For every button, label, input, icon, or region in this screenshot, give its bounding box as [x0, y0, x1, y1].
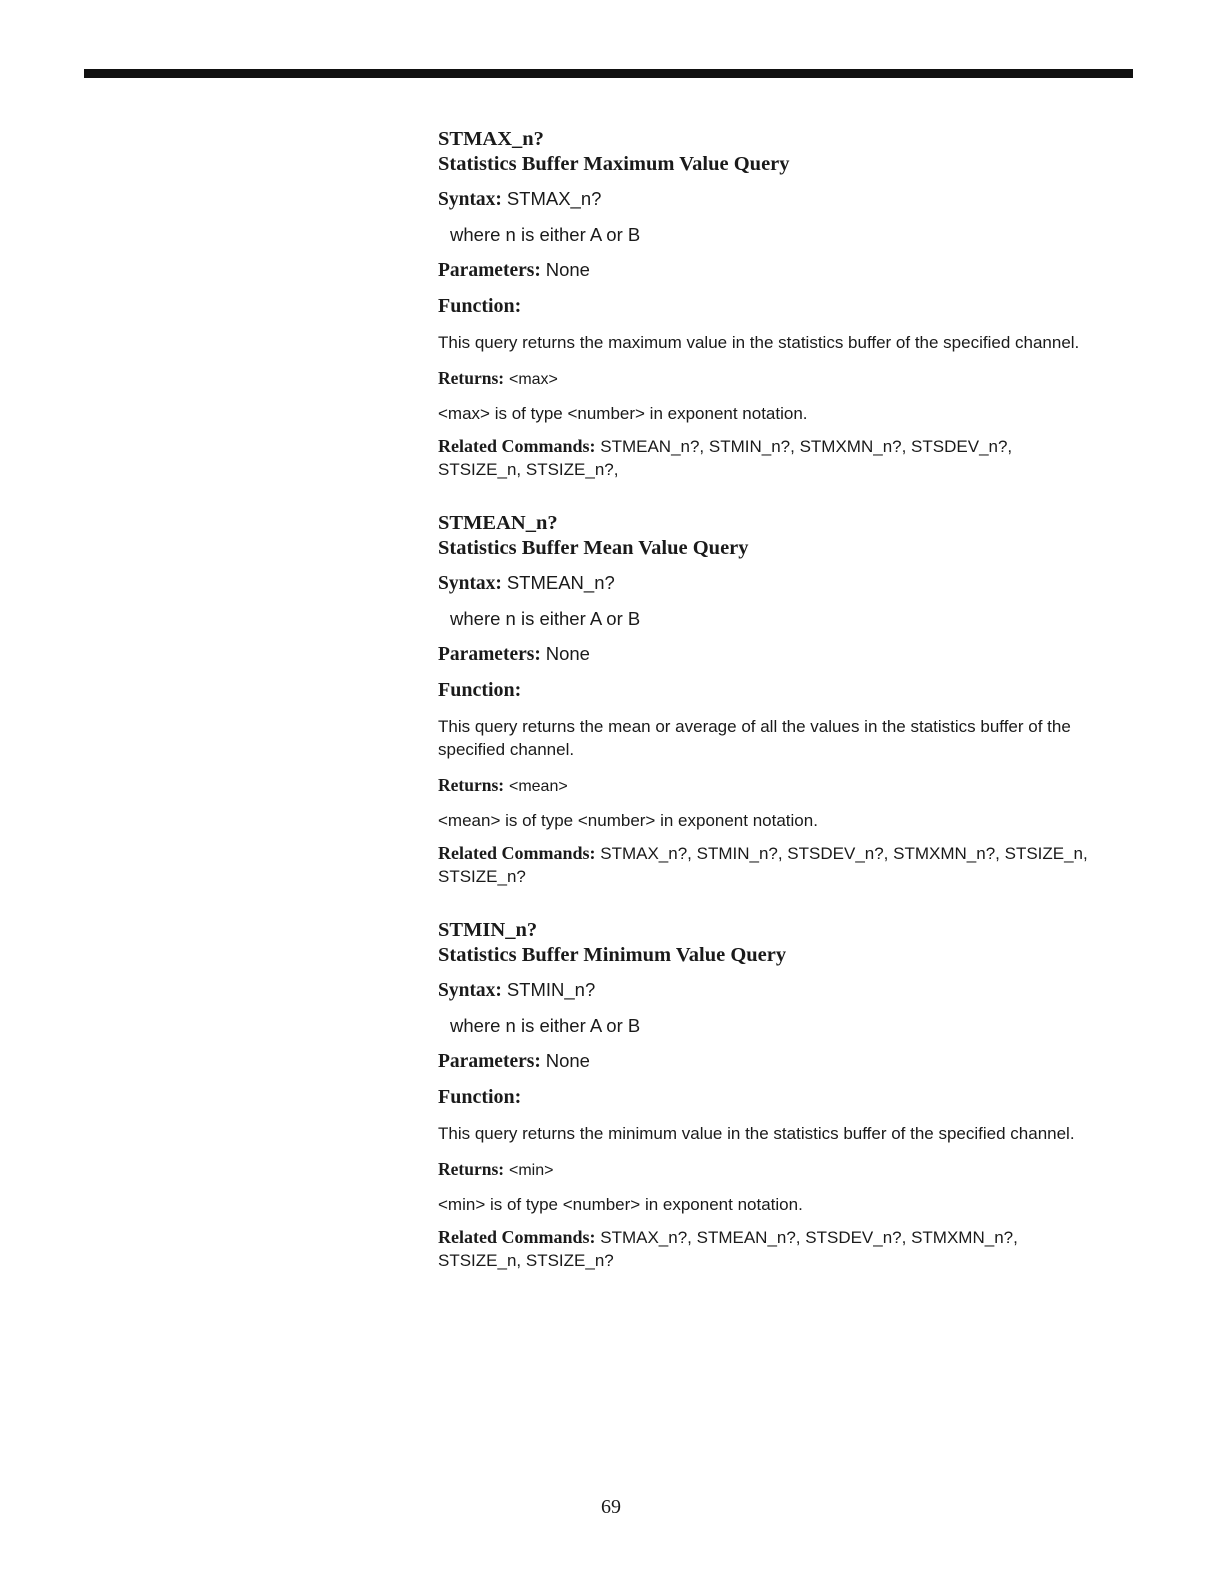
header-rule: [84, 69, 1133, 78]
returns-description: <min> is of type <number> in exponent notation.: [438, 1195, 803, 1214]
returns-label: Returns:: [438, 775, 505, 795]
function-heading: Function:: [438, 679, 522, 701]
command-title: STMEAN_n?: [438, 512, 558, 534]
syntax-row: [438, 187, 1138, 212]
related-commands: [438, 842, 1098, 888]
command-section-stmin: [438, 918, 1138, 1272]
related-commands-label: Related Commands:: [438, 1227, 596, 1247]
command-subtitle: Statistics Buffer Minimum Value Query: [438, 944, 787, 966]
syntax-row: [438, 571, 1138, 596]
syntax-label: Syntax:: [438, 573, 502, 594]
page-number: 69: [601, 1496, 621, 1518]
syntax-where: where n is either A or B: [450, 608, 641, 629]
syntax-where: where n is either A or B: [450, 1015, 641, 1036]
command-section-stmax: [438, 127, 1138, 481]
syntax-value: STMAX_n?: [506, 188, 602, 209]
parameters-row: [438, 642, 1138, 667]
command-subtitle: Statistics Buffer Maximum Value Query: [438, 153, 790, 175]
returns-row: [438, 773, 1138, 799]
syntax-value: STMIN_n?: [506, 979, 596, 1000]
related-commands-value: STMEAN_n?, STMIN_n?, STMXMN_n?, STSDEV_n?, STSIZE_n, STSIZE_n?,: [438, 437, 1013, 479]
parameters-label: Parameters:: [438, 644, 541, 665]
syntax-value: STMEAN_n?: [506, 572, 615, 593]
parameters-row: [438, 1049, 1138, 1074]
related-commands-label: Related Commands:: [438, 843, 596, 863]
command-title: STMAX_n?: [438, 128, 544, 150]
returns-value: <mean>: [508, 778, 568, 795]
command-section-stmean: [438, 511, 1138, 888]
parameters-label: Parameters:: [438, 260, 541, 281]
returns-row: [438, 1157, 1138, 1183]
returns-label: Returns:: [438, 1159, 505, 1179]
related-commands: [438, 435, 1098, 481]
related-commands-label: Related Commands:: [438, 436, 596, 456]
syntax-label: Syntax:: [438, 189, 502, 210]
returns-description: <max> is of type <number> in exponent notation.: [438, 404, 808, 423]
returns-row: [438, 366, 1138, 392]
related-commands-value: STMAX_n?, STMEAN_n?, STSDEV_n?, STMXMN_n?, STSIZE_n, STSIZE_n?: [438, 1228, 1018, 1270]
syntax-label: Syntax:: [438, 980, 502, 1001]
returns-label: Returns:: [438, 368, 505, 388]
parameters-value: None: [545, 259, 590, 280]
parameters-value: None: [545, 643, 590, 664]
function-heading: Function:: [438, 295, 522, 317]
function-heading: Function:: [438, 1086, 522, 1108]
function-description: This query returns the minimum value in the statistics buffer of the specified channel.: [438, 1124, 1075, 1143]
function-description: This query returns the mean or average of all the values in the statistics buffer of the specified channel.: [438, 717, 1071, 759]
parameters-label: Parameters:: [438, 1051, 541, 1072]
page-content: [438, 127, 1138, 1272]
returns-description: <mean> is of type <number> in exponent notation.: [438, 811, 818, 830]
related-commands-value: STMAX_n?, STMIN_n?, STSDEV_n?, STMXMN_n?, STSIZE_n, STSIZE_n?: [438, 844, 1088, 886]
syntax-row: [438, 978, 1138, 1003]
returns-value: <min>: [508, 1162, 554, 1179]
returns-value: <max>: [508, 371, 558, 388]
command-subtitle: Statistics Buffer Mean Value Query: [438, 537, 749, 559]
function-description: This query returns the maximum value in the statistics buffer of the specified channel.: [438, 333, 1080, 352]
command-title: STMIN_n?: [438, 919, 538, 941]
parameters-value: None: [545, 1050, 590, 1071]
parameters-row: [438, 258, 1138, 283]
related-commands: [438, 1226, 1098, 1272]
syntax-where: where n is either A or B: [450, 224, 641, 245]
